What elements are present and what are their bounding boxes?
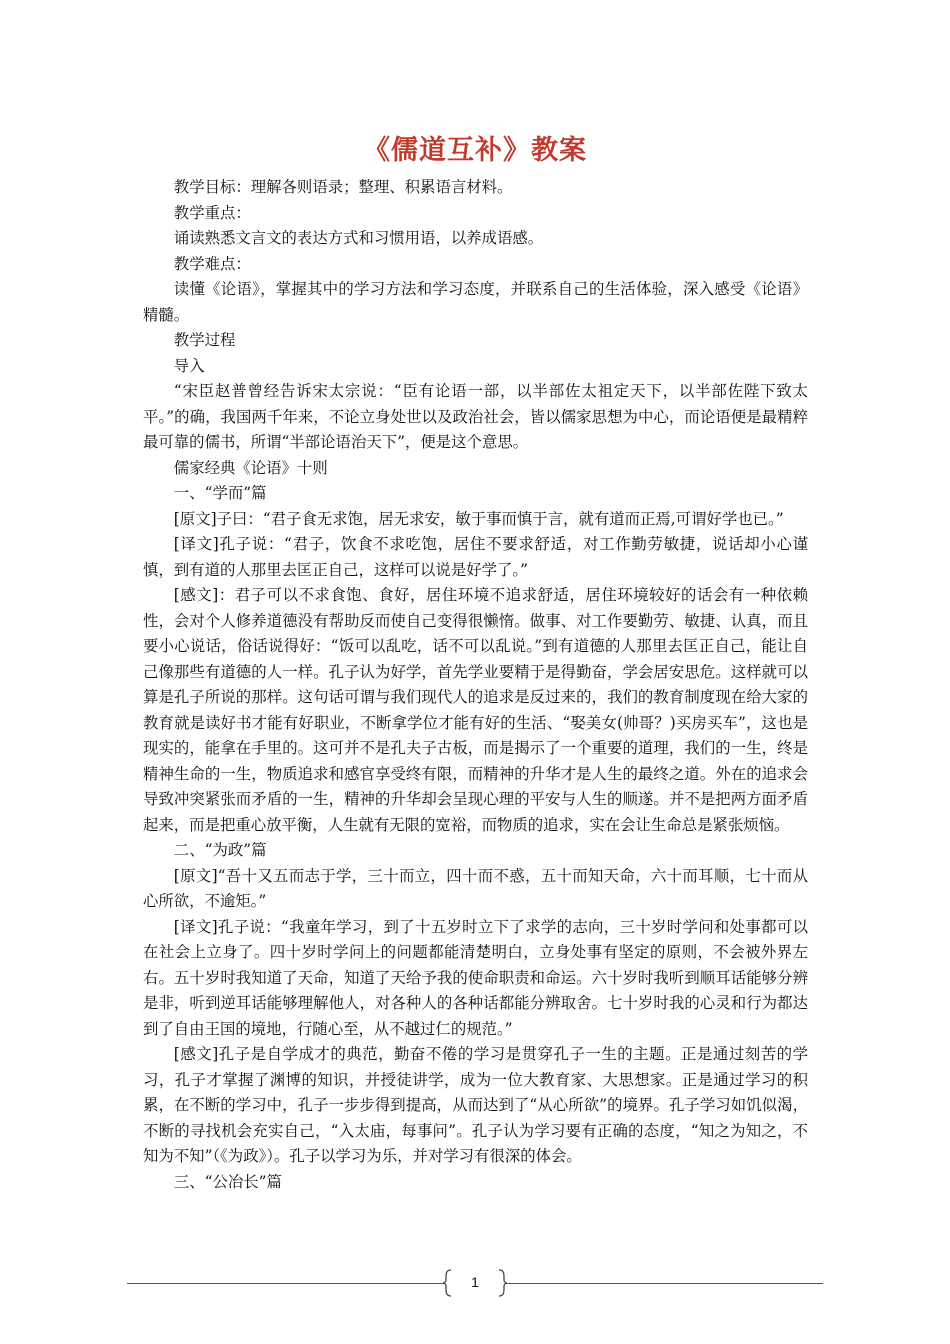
paragraph: 读懂《论语》，掌握其中的学习方法和学习态度，并联系自己的生活体验，深入感受《论语》精髓。 <box>143 280 808 324</box>
document-body <box>143 175 808 1195</box>
paragraph: “宋臣赵普曾经告诉宋太宗说：“臣有论语一部，以半部佐太祖定天下，以半部佐陛下致太平。”的确，我国两千年来，不论立身处世以及政治社会，皆以儒家思想为中心，而论语便是最精粹最可靠的儒书，所谓“半部论语治天下”，便是这个意思。 <box>143 382 808 451</box>
document-title: 《儒道互补》教案 <box>363 135 587 166</box>
paragraph: 教学重点： <box>173 203 251 222</box>
paragraph: [感文]孔子是自学成才的典范，勤奋不倦的学习是贯穿孔子一生的主题。正是通过刻苦的学习，孔子才掌握了渊博的知识，并授徒讲学，成为一位大教育家、大思想家。正是通过学习的积累，在不断的学习中，孔子一步步得到提高，从而达到了“从心所欲”的境界。孔子学习如饥似渴，不断的寻找机会充实自己，“入太庙，每事问”。孔子认为学习要有正确的态度，“知之为知之，不知为不知”（《为政》）。孔子以学习为乐，并对学习有很深的体会。 <box>143 1045 808 1165</box>
footer-rule-right <box>506 1283 823 1284</box>
paragraph: 教学目标：理解各则语录；整理、积累语言材料。 <box>173 178 513 196</box>
paragraph: 诵读熟悉文言文的表达方式和习惯用语，以养成语感。 <box>173 229 544 247</box>
paragraph: [感文]：君子可以不求食饱、食好，居住环境不追求舒适，居住环境较好的话会有一种依赖性，会对个人修养道德没有帮助反而使自己变得很懒惰。做事、对工作要勤劳、敏捷、认真，而且要小心说话，俗话说得好：“饭可以乱吃，话不可以乱说。”到有道德的人那里去匡正自己，能让自己像那些有道德的人一样。孔子认为好学，首先学业要精于是得勤奋，学会居安思危。这样就可以算是孔子所说的那样。这句话可谓与我们现代人的追求是反过来的，我们的教育制度现在给大家的教育就是读好书才能有好职业，不断拿学位才能有好的生活、“娶美女(帅哥？)买房买车”，这也是现实的，能拿在手里的。这可并不是孔夫子古板，而是揭示了一个重要的道理，我们的一生，终是精神生命的一生，物质追求和感官享受终有限，而精神的升华才是人生的最终之道。外在的追求会导致冲突紧张而矛盾的一生，精神的升华却会呈现心理的平安与人生的顺遂。并不是把两方面矛盾起来，而是把重心放平衡，人生就有无限的宽裕，而物质的追求，实在会让生命总是紧张烦恼。 <box>143 586 808 834</box>
paragraph: 导入 <box>173 356 205 375</box>
paragraph: 教学难点： <box>173 254 251 273</box>
section-heading: 一、“学而”篇 <box>173 484 267 502</box>
footer-rule-left <box>127 1283 444 1284</box>
paragraph: [原文]“吾十又五而志于学，三十而立，四十而不惑，五十而知天命，六十而耳顺，七十而从心所欲，不逾矩。” <box>143 866 808 910</box>
page-number: 1 <box>471 1274 479 1290</box>
paragraph: 教学过程 <box>173 331 236 349</box>
paragraph: [译文]孔子说：“君子，饮食不求吃饱，居住不要求舒适，对工作勤劳敏捷，说话却小心谨慎，到有道的人那里去匡正自己，这样可以说是好学了。” <box>143 535 808 579</box>
paragraph: 儒家经典《论语》十则 <box>173 458 328 477</box>
paragraph: [译文]孔子说：“我童年学习，到了十五岁时立下了求学的志向，三十岁时学问和处事都可以在社会上立身了。四十岁时学问上的问题都能清楚明白，立身处事有坚定的原则，不会被外界左右。五十岁时我知道了天命，知道了天给予我的使命职责和命运。六十岁时我听到顺耳话能够分辨是非，听到逆耳话能够理解他人，对各种人的各种话都能分辨取舍。七十岁时我的心灵和行为都达到了自由王国的境地，行随心至，从不越过仁的规范。” <box>143 917 808 1038</box>
page-number-badge <box>443 1268 507 1298</box>
paragraph: [原文]子曰：“君子食无求饱，居无求安，敏于事而慎于言，就有道而正焉,可谓好学也已。” <box>173 509 784 528</box>
section-heading: 三、“公冶长”篇 <box>173 1172 282 1191</box>
section-heading: 二、“为政”篇 <box>173 841 267 859</box>
